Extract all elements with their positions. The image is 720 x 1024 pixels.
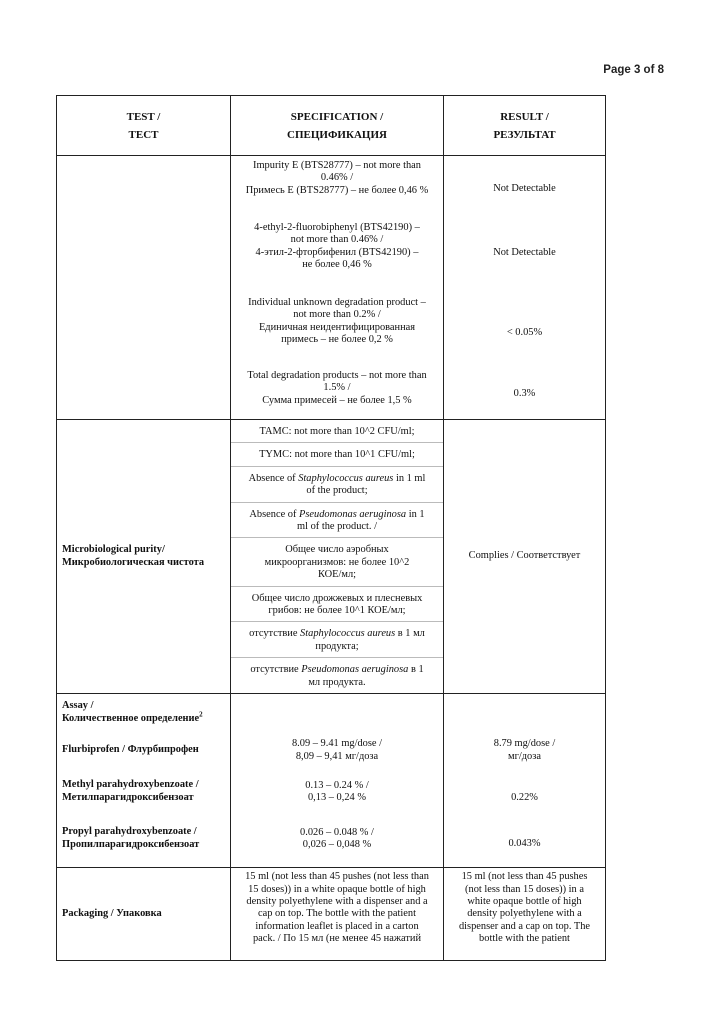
packaging-result-cell: 15 ml (not less than 45 pushes (not less than 15 doses)) in a white opaque bottle of high density polyethylene with a dispenser and a cap on top. The bottle with the patient: [444, 868, 606, 961]
flurbiprofen-name: Flurbiprofen / Флурбипрофен: [62, 743, 199, 755]
header-result: RESULT / РЕЗУЛЬТАТ: [444, 96, 606, 156]
impurity-e-result: Not Detectable: [493, 182, 556, 194]
aerobic-ru-spec: Общее число аэробных микроорганизмов: не более 10^2 КОЕ/мл;: [231, 538, 443, 586]
assay-row: [57, 694, 606, 868]
assay-title: Assay /: [62, 700, 94, 712]
table-header-row: [57, 96, 606, 156]
yeast-ru-spec: Общее число дрожжевых и плесневых грибов: не более 10^1 КОЕ/мл;: [231, 587, 443, 623]
impurities-row: [57, 156, 606, 420]
page-number: Page 3 of 8: [603, 64, 664, 76]
microbiological-row: [57, 420, 606, 694]
assay-spec-cell: 8.09 – 9.41 mg/dose / 8,09 – 9,41 мг/доза 0.13 – 0.24 % / 0,13 – 0,24 % 0.026 – 0.048 % / 0,026 – 0,048 %: [231, 694, 444, 868]
packaging-row: [57, 868, 606, 961]
micro-test-cell: Microbiological purity/ Микробиологическая чистота: [57, 420, 231, 694]
impurities-spec-cell: [231, 156, 444, 420]
packaging-test-cell: Packaging / Упаковка: [57, 868, 231, 961]
staph-ru-spec: отсутствие Staphylococcus aureus в 1 мл продукта;: [231, 622, 443, 658]
propyl-paraben-name: Propyl parahydroxybenzoate / Пропилпарагидроксибензоат: [62, 826, 200, 850]
pseudo-en-spec: Absence of Pseudomonas aeruginosa in 1 ml of the product. /: [231, 503, 443, 539]
tymc-spec: TYMC: not more than 10^1 CFU/ml;: [231, 443, 443, 466]
ethyl-fluorobiphenyl-result: Not Detectable: [493, 247, 556, 259]
pseudo-ru-spec: отсутствие Pseudomonas aeruginosa в 1 мл продукта.: [250, 664, 424, 688]
assay-result-cell: 8.79 mg/dose / мг/доза 0.22% 0.043%: [444, 694, 606, 868]
tamc-spec: TAMC: not more than 10^2 CFU/ml;: [231, 426, 443, 443]
header-specification: SPECIFICATION / СПЕЦИФИКАЦИЯ: [231, 96, 444, 156]
impurities-test-cell: [57, 156, 231, 420]
micro-result-cell: Complies / Соответствует: [444, 420, 606, 694]
impurities-result-cell: [444, 156, 606, 420]
impurity-e-spec: Impurity E (BTS28777) – not more than 0.46% / Примесь E (BTS28777) – не более 0,46 %: [245, 160, 429, 196]
ethyl-fluorobiphenyl-spec: 4-ethyl-2-fluorobiphenyl (BTS42190) – not more than 0.46% / 4-этил-2-фторбифенил (BTS42190) – не более 0,46 %: [254, 222, 420, 271]
header-test: TEST / ТЕСТ: [57, 96, 231, 156]
total-degradation-spec: Total degradation products – not more than 1.5% / Сумма примесей – не более 1,5 %: [247, 370, 427, 406]
methyl-paraben-name: Methyl parahydroxybenzoate / Метилпарагидроксибензоат: [62, 779, 199, 803]
specification-table: [56, 95, 606, 961]
unknown-degradation-spec: Individual unknown degradation product – not more than 0.2% / Единичная неидентифицированная примесь – не более 0,2 %: [248, 297, 426, 346]
packaging-spec-cell: 15 ml (not less than 45 pushes (not less than 15 doses)) in a white opaque bottle of high density polyethylene with a dispenser and a cap on top. The bottle with the patient information leaflet is placed in a carton pack. / По 15 мл (не менее 45 нажатий: [231, 868, 444, 961]
assay-test-cell: [57, 694, 231, 868]
staph-en-spec: Absence of Staphylococcus aureus in 1 ml of the product;: [231, 467, 443, 503]
assay-title-ru: Количественное определение$^2$: [62, 710, 203, 724]
unknown-degradation-result: < 0.05%: [506, 327, 543, 339]
micro-spec-cell: [231, 420, 444, 694]
total-degradation-result: 0.3%: [513, 387, 536, 399]
